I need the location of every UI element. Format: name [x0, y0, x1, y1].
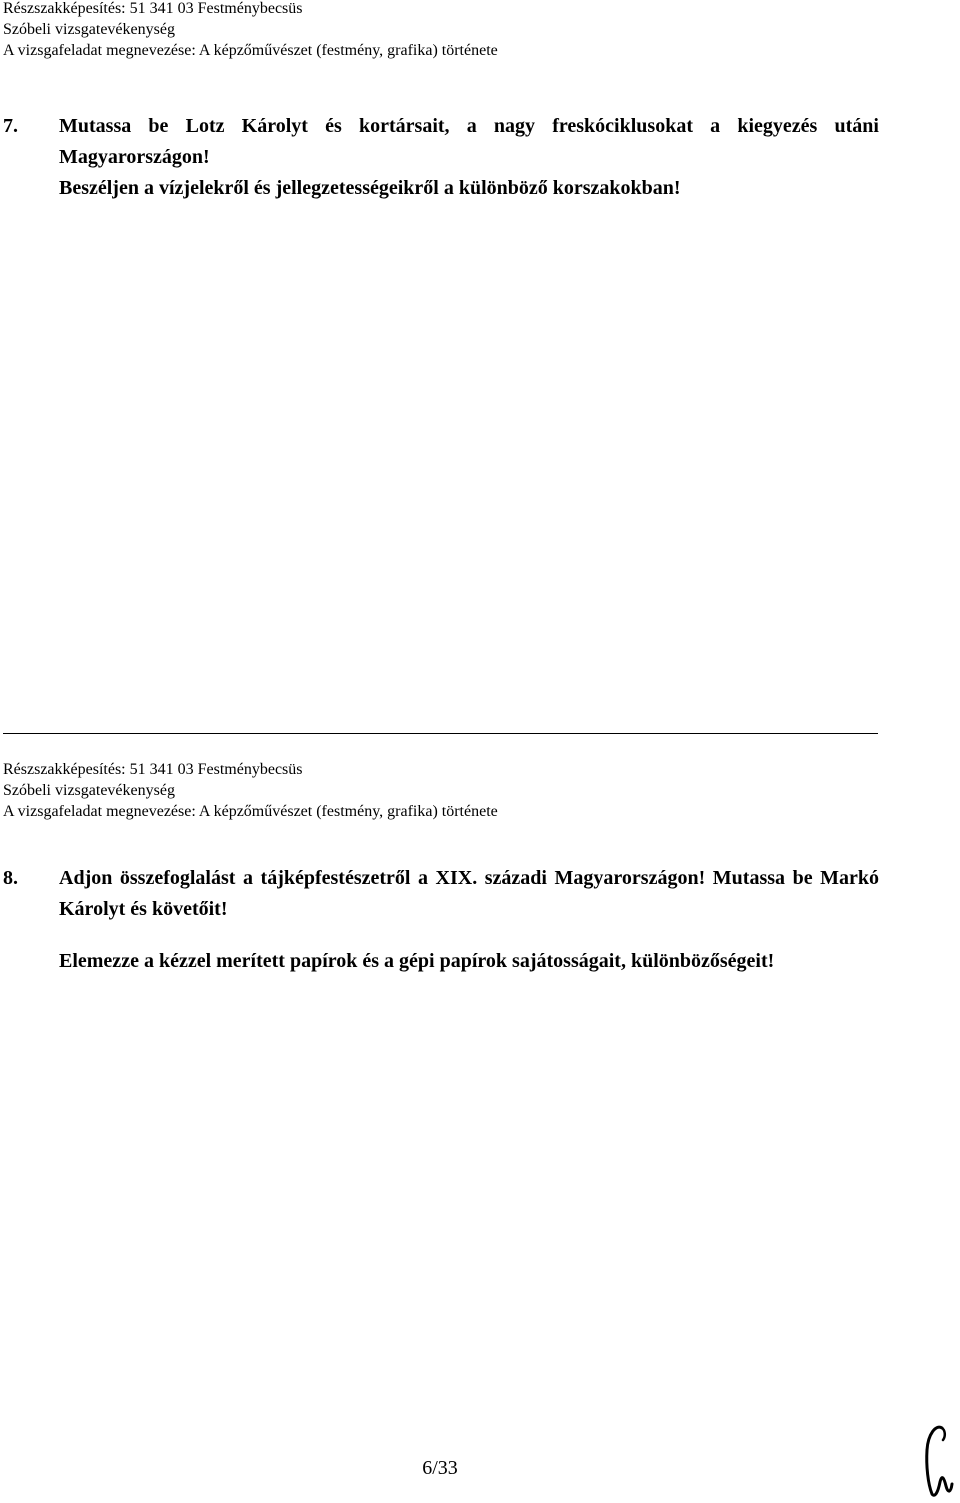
header-exam-type: Szóbeli vizsgatevékenység — [3, 782, 175, 799]
header-qualification: Részszakképesítés: 51 341 03 Festménybecsüs — [3, 0, 303, 17]
page-divider — [3, 733, 878, 734]
header-qualification: Részszakképesítés: 51 341 03 Festménybecsüs — [3, 761, 303, 778]
task-number: 7. — [3, 115, 18, 137]
page-header-2 — [3, 759, 498, 822]
header-task-name: A vizsgafeladat megnevezése: A képzőművészet (festmény, grafika) története — [3, 42, 498, 59]
task-7 — [3, 111, 879, 204]
page-number: 6/33 — [422, 1457, 458, 1479]
header-exam-type: Szóbeli vizsgatevékenység — [3, 21, 175, 38]
task-question-2: Beszéljen a vízjelekről és jellegzetességeikről a különböző korszakokban! — [59, 177, 681, 199]
task-question-2: Elemezze a kézzel merített papírok és a gépi papírok sajátosságait, különbözőségeit! — [59, 950, 775, 972]
task-question-1: Adjon összefoglalást a tájképfestészetről a XIX. századi Magyarországon! Mutassa be Markó Károlyt és követőit! — [59, 867, 879, 920]
page-header-1 — [3, 0, 498, 61]
signature-icon — [918, 1420, 954, 1500]
task-number: 8. — [3, 867, 18, 889]
header-task-name: A vizsgafeladat megnevezése: A képzőművészet (festmény, grafika) története — [3, 803, 498, 820]
task-question-1: Mutassa be Lotz Károlyt és kortársait, a nagy freskóciklusokat a kiegyezés utáni Magyarországon! — [59, 115, 879, 168]
task-8 — [3, 863, 879, 977]
